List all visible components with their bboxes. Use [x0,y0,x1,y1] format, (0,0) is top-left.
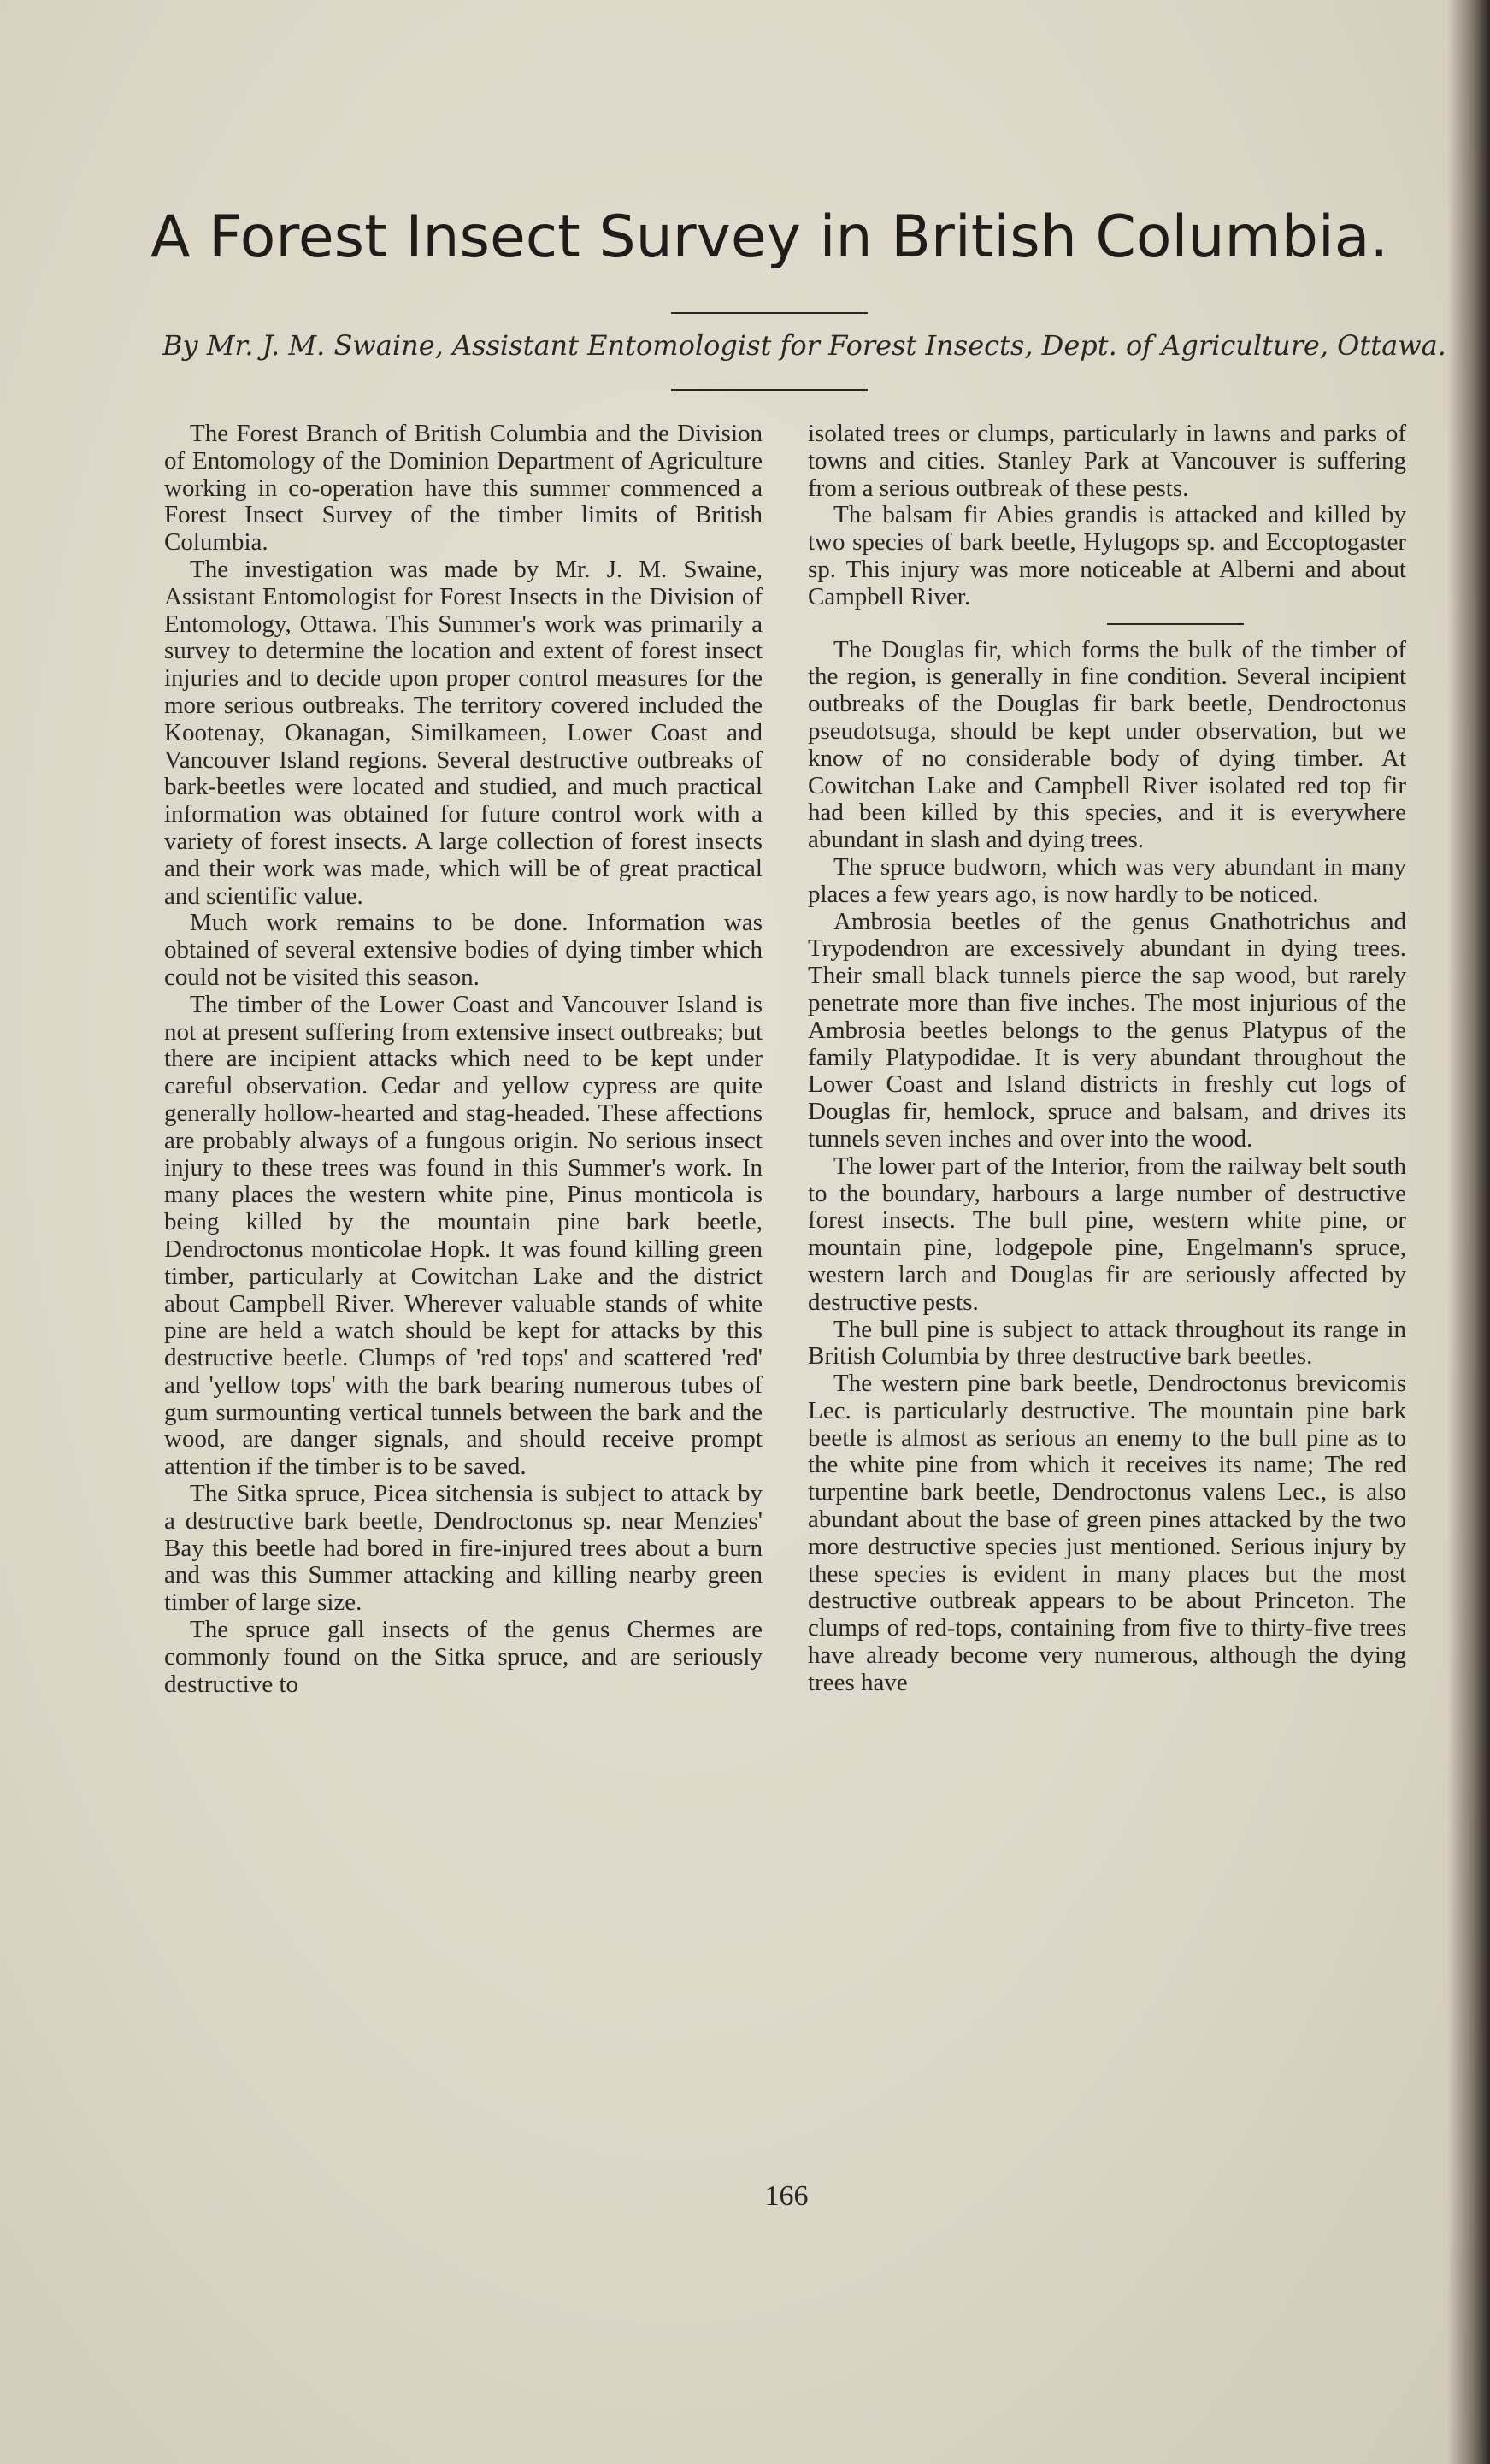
paragraph: The western pine bark beetle, Dendroctonus brevicomis Lec. is particularly destructive. The mountain pine bark beetle is almost as serious an enemy to the bull pine as to the white pine from which it receives its name; The red turpentine bark beetle, Dendroctonus valens Lec., is also abundant about the base of green pines attacked by the two more destructive species just mentioned. Serious injury by these species is evident in many places but the most destructive outbreak appears to be about Princeton. The clumps of red-tops, containing from five to thirty-five trees have already become very numerous, although the dying trees have [808,1370,1406,1696]
paragraph: The lower part of the Interior, from the railway belt south to the boundary, harbours a large number of destructive forest insects. The bull pine, western white pine, or mountain pine, lodgepole pine, Engelmann's spruce, western larch and Douglas fir are seriously affected by destructive pests. [808,1152,1406,1316]
paragraph: The balsam fir Abies grandis is attacked and killed by two species of bark beetle, Hylugops sp. and Eccoptogaster sp. This injury was more noticeable at Alberni and about Campbell River. [808,501,1406,610]
book-spine-shadow [1447,0,1490,2464]
right-column [808,421,1406,1697]
paragraph: The spruce gall insects of the genus Chermes are commonly found on the Sitka spruce, and are seriously destructive to [164,1616,763,1698]
page-number: 166 [764,2180,809,2212]
paragraph: The Forest Branch of British Columbia and the Division of Entomology of the Dominion Department of Agriculture working in co-operation have this summer commenced a Forest Insect Survey of the timber limits of British Columbia. [164,420,763,557]
paragraph: Ambrosia beetles of the genus Gnathotrichus and Trypodendron are excessively abundant in dying trees. Their small black tunnels pierce the sap wood, but rarely penetrate more than five inches. The most injurious of the Ambrosia beetles belongs to the genus Platypus of the family Platypodidae. It is very abundant throughout the Lower Coast and Island districts in freshly cut logs of Douglas fir, hemlock, spruce and balsam, and drives its tunnels seven inches and over into the wood. [808,907,1406,1152]
paragraph: The bull pine is subject to attack throughout its range in British Columbia by three destructive bark beetles. [808,1315,1406,1371]
paragraph: The Douglas fir, which forms the bulk of the timber of the region, is generally in fine condition. Several incipient outbreaks of the Douglas fir bark beetle, Dendroctonus pseudotsuga, should be kept under observation, but we know of no considerable body of dying timber. At Cowitchan Lake and Campbell River isolated red top fir had been killed by this species, and it is everywhere abundant in slash and dying trees. [808,635,1406,854]
article-byline: By Mr. J. M. Swaine, Assistant Entomologist for Forest Insects, Dept. of Agriculture, Ottawa. [162,329,1446,362]
title-divider-top [671,312,868,314]
article-title: A Forest Insect Survey in British Columbia. [150,203,1389,271]
paragraph: The timber of the Lower Coast and Vancouver Island is not at present suffering from extensive insect outbreaks; but there are incipient attacks which need to be kept under careful observation. Cedar and yellow cypress are quite generally hollow-hearted and stag-headed. These affections are probably always of a fungous origin. No serious insect injury to these trees was found in this Summer's work. In many places the western white pine, Pinus monticola is being killed by the mountain pine bark beetle, Dendroctonus monticolae Hopk. It was found killing green timber, particularly at Cowitchan Lake and the district about Campbell River. Wherever valuable stands of white pine are held a watch should be kept for attacks by this destructive beetle. Clumps of 'red tops' and scattered 'red' and 'yellow tops' with the bark bearing numerous tubes of gum surmounting vertical tunnels between the bark and the wood, are danger signals, and should receive prompt attention if the timber is to be saved. [164,990,763,1481]
left-column [164,421,763,1698]
paragraph: The Sitka spruce, Picea sitchensia is subject to attack by a destructive bark beetle, Dendroctonus sp. near Menzies' Bay this beetle had bored in fire-injured trees about a burn and was this Summer attacking and killing nearby green timber of large size. [164,1480,763,1617]
section-divider [1107,623,1244,625]
paragraph: Much work remains to be done. Information was obtained of several extensive bodies of dying timber which could not be visited this season. [164,909,763,991]
title-divider-bottom [671,389,868,391]
paragraph: The investigation was made by Mr. J. M. Swaine, Assistant Entomologist for Forest Insects in the Division of Entomology, Ottawa. This Summer's work was primarily a survey to determine the location and extent of forest insect injuries and to decide upon proper control measures for the more serious outbreaks. The territory covered included the Kootenay, Okanagan, Similkameen, Lower Coast and Vancouver Island regions. Several destructive outbreaks of bark-beetles were located and studied, and much practical information was obtained for future control work with a variety of forest insects. A large collection of forest insects and their work was made, which will be of great practical and scientific value. [164,555,763,910]
paragraph: The spruce budworn, which was very abundant in many places a few years ago, is now hardly to be noticed. [808,852,1406,908]
paragraph: isolated trees or clumps, particularly in lawns and parks of towns and cities. Stanley Park at Vancouver is suffering from a serious outbreak of these pests. [808,420,1406,502]
